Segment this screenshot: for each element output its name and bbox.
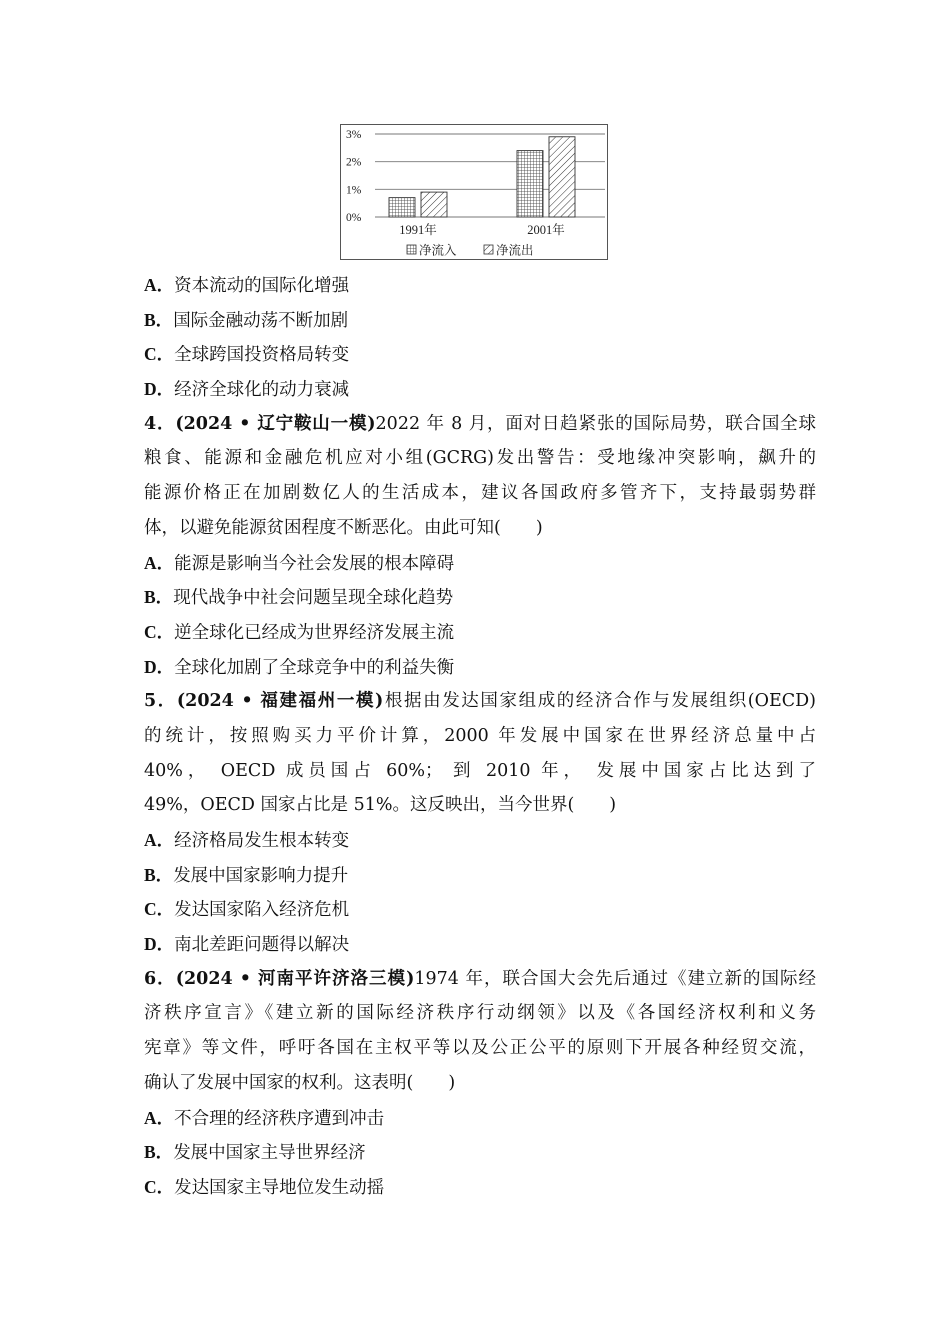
option-letter: C． xyxy=(144,899,175,920)
option-text: 逆全球化已经成为世界经济发展主流 xyxy=(174,622,455,643)
question-6 xyxy=(144,962,816,1205)
option-letter: B． xyxy=(144,1142,174,1163)
option-letter: B． xyxy=(144,309,174,330)
legend-label: 净流入 xyxy=(419,243,457,258)
option-text: 全球跨国投资格局转变 xyxy=(174,345,350,366)
option-text: 发展中国家主导世界经济 xyxy=(173,1143,366,1164)
legend-swatch xyxy=(484,245,493,254)
x-category-label: 1991年 xyxy=(399,223,437,237)
q4-source: (2024 • 辽宁鞍山一模) xyxy=(175,413,376,434)
q4-stem-3: 能源价格正在加剧数亿人的生活成本，建议各国政府多管齐下，支持最弱势群 xyxy=(144,483,816,504)
q5-stem-3: 40%， OECD 成员国占 60%； 到 2010 年， 发展中国家占比达到了 xyxy=(144,760,816,781)
option-text: 不合理的经济秩序遭到冲击 xyxy=(174,1108,385,1129)
q5-stem-1: 根据由发达国家组成的经济合作与发展组织(OECD) xyxy=(383,691,816,712)
q3-option-b xyxy=(144,303,816,338)
option-text: 发达国家陷入经济危机 xyxy=(174,900,350,921)
option-letter: D． xyxy=(144,656,175,677)
q5-options xyxy=(144,823,816,962)
q6-stem-2: 济秩序宣言》《建立新的国际经济秩序行动纲领》以及《各国经济权利和义务 xyxy=(144,1003,816,1024)
q4-option-b xyxy=(144,580,816,615)
q6-stem-4: 确认了发展中国家的权利。这表明( ) xyxy=(144,1072,456,1093)
q4-line-1 xyxy=(144,407,816,442)
option-letter: A． xyxy=(144,830,175,850)
q6-number: 6． xyxy=(144,968,176,989)
question-4 xyxy=(144,407,816,685)
q4-stem-2: 粮食、能源和金融危机应对小组(GCRG)发出警告：受地缘冲突影响，飙升的 xyxy=(144,448,816,469)
q5-option-d xyxy=(144,927,816,962)
q4-option-d xyxy=(144,650,816,685)
q5-source: (2024 • 福建福州一模) xyxy=(176,691,384,712)
q5-stem-2: 的统计，按照购买力平价计算，2000 年发展中国家在世界经济总量中占 xyxy=(144,725,816,746)
q5-number: 5． xyxy=(144,691,177,712)
q4-stem-4: 体，以避免能源贫困程度不断恶化。由此可知( ) xyxy=(144,517,543,538)
question-content xyxy=(144,268,816,1205)
q6-stem-3: 宪章》等文件，呼吁各国在主权平等以及公正公平的原则下开展各种经贸交流， xyxy=(144,1038,816,1059)
q5-option-a xyxy=(144,823,816,858)
option-text: 资本流动的国际化增强 xyxy=(174,276,350,296)
option-text: 能源是影响当今社会发展的根本障碍 xyxy=(174,553,455,574)
option-letter: C． xyxy=(144,344,175,365)
option-letter: A． xyxy=(144,1107,175,1128)
option-text: 发展中国家影响力提升 xyxy=(173,865,349,886)
q6-options xyxy=(144,1101,816,1205)
option-text: 现代战争中社会问题呈现全球化趋势 xyxy=(173,588,454,609)
question-5 xyxy=(144,684,816,962)
legend-swatch xyxy=(407,245,416,254)
q6-option-b xyxy=(144,1135,816,1170)
q5-stem-4: 49%，OECD 国家占比是 51%。这反映出，当今世界( ) xyxy=(144,795,617,816)
option-text: 发达国家主导地位发生动摇 xyxy=(174,1177,385,1198)
q6-line-1 xyxy=(144,962,816,997)
q6-stem-1: 1974 年，联合国大会先后通过《建立新的国际经 xyxy=(414,968,816,989)
q3-option-c xyxy=(144,337,816,372)
q5-option-b xyxy=(144,858,816,893)
option-text: 南北差距问题得以解决 xyxy=(174,935,350,956)
q5-line-1 xyxy=(144,684,816,719)
q4-stem-1: 2022 年 8 月，面对日趋紧张的国际局势，联合国全球 xyxy=(375,413,816,434)
q4-option-a xyxy=(144,546,816,581)
q6-source: (2024 • 河南平许济洛三模) xyxy=(175,968,415,989)
q4-number: 4． xyxy=(144,413,176,434)
option-letter: D． xyxy=(144,934,175,955)
legend-label: 净流出 xyxy=(496,243,534,258)
q5-option-c xyxy=(144,892,816,927)
bar-net-inflow-2 xyxy=(517,151,543,217)
q4-options xyxy=(144,546,816,685)
q6-option-a xyxy=(144,1101,816,1136)
q6-option-c xyxy=(144,1170,816,1205)
option-text: 经济格局发生根本转变 xyxy=(174,831,350,851)
bar-net-outflow-2 xyxy=(549,137,575,217)
option-letter: C． xyxy=(144,1176,175,1197)
y-tick-label: 3% xyxy=(346,129,362,141)
option-letter: A． xyxy=(144,275,175,295)
option-letter: D． xyxy=(144,379,175,400)
q4-option-c xyxy=(144,615,816,650)
bar-net-outflow-1 xyxy=(421,192,447,217)
q3-option-a xyxy=(144,268,816,303)
option-letter: C． xyxy=(144,621,175,642)
chart-svg xyxy=(341,125,609,261)
option-letter: B． xyxy=(144,864,174,885)
x-category-label: 2001年 xyxy=(527,223,565,237)
q3-option-d xyxy=(144,372,816,407)
option-text: 经济全球化的动力衰减 xyxy=(174,380,350,401)
y-tick-label: 0% xyxy=(346,212,362,224)
y-tick-label: 1% xyxy=(346,184,362,197)
option-text: 全球化加剧了全球竞争中的利益失衡 xyxy=(174,657,455,678)
q3-options xyxy=(144,268,816,407)
y-tick-label: 2% xyxy=(346,156,362,169)
option-letter: B． xyxy=(144,587,174,608)
option-letter: A． xyxy=(144,552,175,573)
bar-net-inflow-1 xyxy=(389,198,415,217)
option-text: 国际金融动荡不断加剧 xyxy=(173,310,349,331)
bar-chart xyxy=(340,124,608,260)
